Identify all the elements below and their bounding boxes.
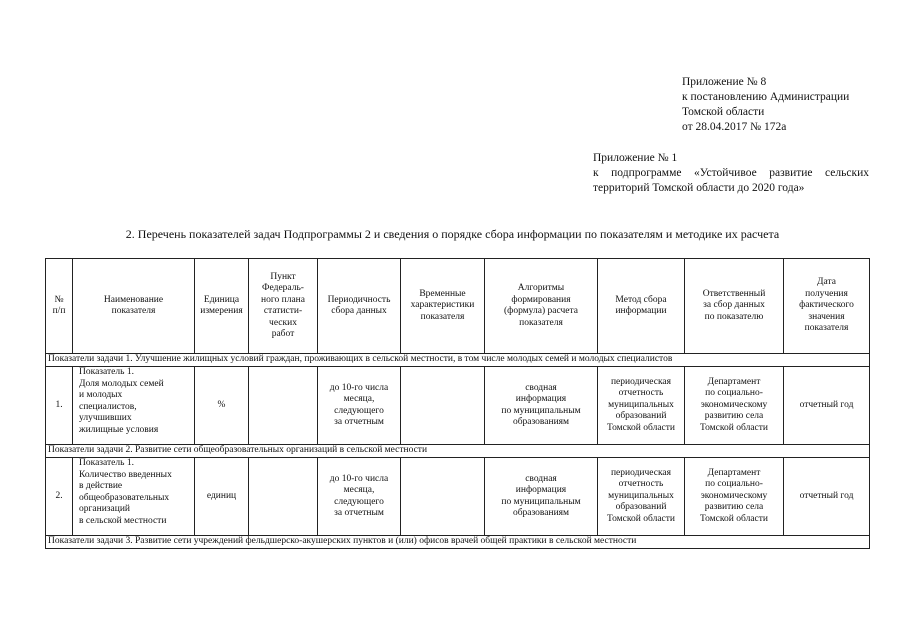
header-time-characteristics: Временные характеристики показателя — [401, 259, 485, 354]
row-2-algorithm: сводная информация по муниципальным образованиям — [485, 458, 598, 536]
row-2-name: Показатель 1. Количество введенных в действие общеобразовательных организаций в сельской местности — [73, 458, 195, 536]
task-3-section-row — [46, 536, 870, 549]
table-header-row — [46, 259, 870, 354]
appendix-8-date: от 28.04.2017 № 172а — [682, 121, 787, 133]
appendix-1-title: Приложение № 1 — [593, 152, 678, 164]
task-2-heading: Показатели задачи 2. Развитие сети общеобразовательных организаций в сельской местности — [46, 445, 870, 458]
row-1-date: отчетный год — [784, 367, 870, 445]
task-2-section-row — [46, 445, 870, 458]
table-row — [46, 367, 870, 445]
row-1-method: периодическая отчетность муниципальных образований Томской области — [598, 367, 685, 445]
task-1-heading: Показатели задачи 1. Улучшение жилищных условий граждан, проживающих в сельской местности, в том числе молодых семей и молодых специалистов — [46, 354, 870, 367]
appendix-8-block — [682, 75, 849, 135]
row-1-responsible: Департамент по социально- экономическому развитию села Томской области — [685, 367, 784, 445]
indicators-table — [45, 258, 870, 549]
appendix-8-resolution: к постановлению Администрации — [682, 91, 850, 103]
header-periodicity: Периодичность сбора данных — [318, 259, 401, 354]
appendix-1-block — [593, 151, 869, 196]
row-2-time-characteristics — [401, 458, 485, 536]
row-1-num: 1. — [46, 367, 73, 445]
task-1-section-row — [46, 354, 870, 367]
row-1-periodicity: до 10-го числа месяца, следующего за отчетным — [318, 367, 401, 445]
row-2-responsible: Департамент по социально- экономическому развитию села Томской области — [685, 458, 784, 536]
row-1-algorithm: сводная информация по муниципальным образованиям — [485, 367, 598, 445]
header-plan-item: Пункт Федераль- ного плана статисти- ческих работ — [249, 259, 318, 354]
header-num: № п/п — [46, 259, 73, 354]
header-responsible: Ответственный за сбор данных по показателю — [685, 259, 784, 354]
row-2-unit: единиц — [195, 458, 249, 536]
row-2-date: отчетный год — [784, 458, 870, 536]
row-2-plan-item — [249, 458, 318, 536]
header-unit: Единица измерения — [195, 259, 249, 354]
row-1-name: Показатель 1. Доля молодых семей и молодых специалистов, улучшивших жилищные условия — [73, 367, 195, 445]
row-2-num: 2. — [46, 458, 73, 536]
appendix-8-region: Томской области — [682, 106, 765, 118]
appendix-8-title: Приложение № 8 — [682, 76, 767, 88]
header-algorithm: Алгоритмы формирования (формула) расчета показателя — [485, 259, 598, 354]
header-date: Дата получения фактического значения показателя — [784, 259, 870, 354]
row-1-time-characteristics — [401, 367, 485, 445]
table-row — [46, 458, 870, 536]
row-1-unit: % — [195, 367, 249, 445]
document-title: 2. Перечень показателей задач Подпрограммы 2 и сведения о порядке сбора информации по показателям и методике их расчета — [125, 227, 780, 241]
header-method: Метод сбора информации — [598, 259, 685, 354]
row-2-method: периодическая отчетность муниципальных образований Томской области — [598, 458, 685, 536]
row-2-periodicity: до 10-го числа месяца, следующего за отчетным — [318, 458, 401, 536]
row-1-plan-item — [249, 367, 318, 445]
appendix-1-subprogram: к подпрограмме «Устойчивое развитие сельских — [593, 167, 869, 179]
task-3-heading: Показатели задачи 3. Развитие сети учреждений фельдшерско-акушерских пунктов и (или) офисов врачей общей практики в сельской местности — [46, 536, 870, 549]
appendix-1-territory: территорий Томской области до 2020 года» — [593, 182, 805, 194]
header-name: Наименование показателя — [73, 259, 195, 354]
